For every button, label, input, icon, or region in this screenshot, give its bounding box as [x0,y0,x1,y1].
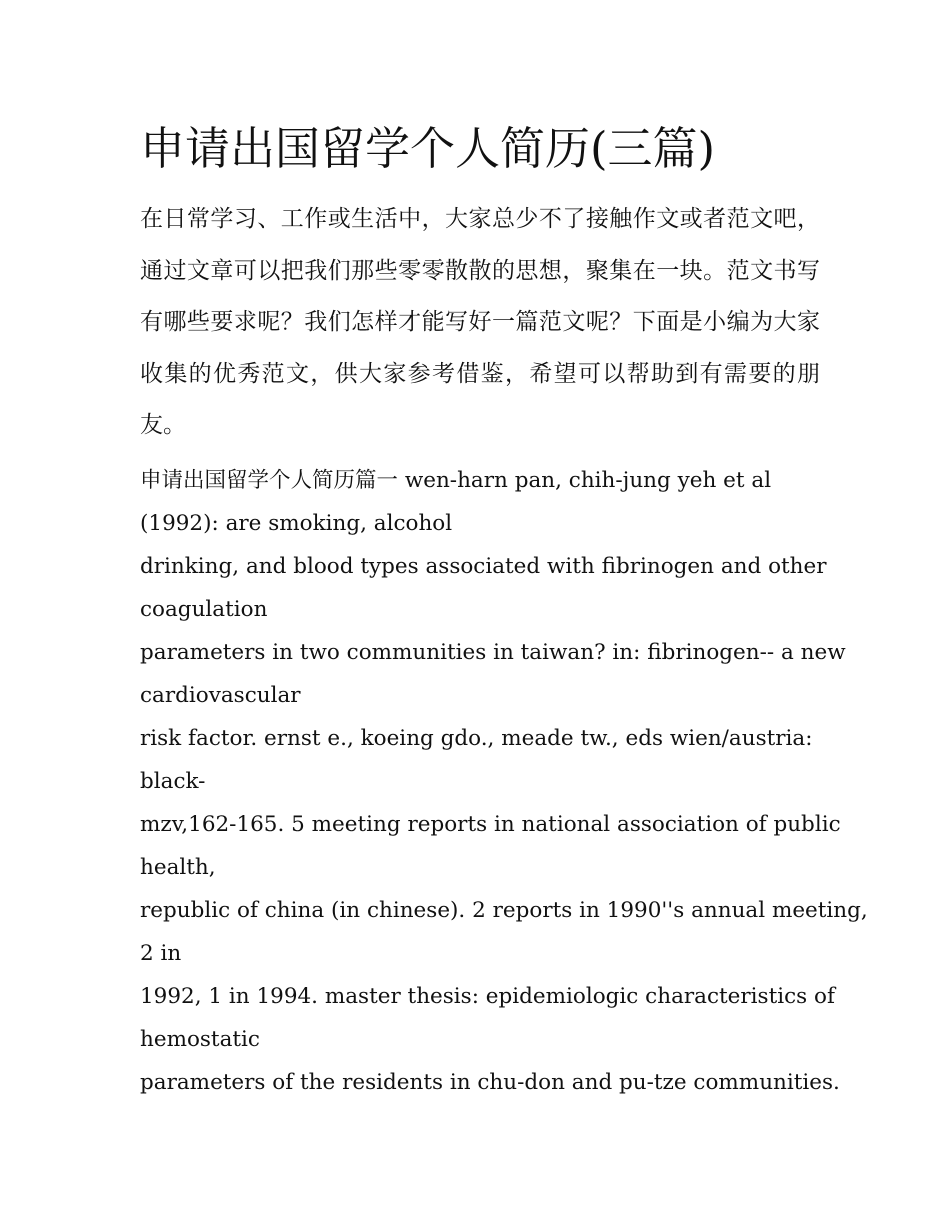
body-line: risk factor. ernst e., koeing gdo., meade tw., eds wien/austria: [140,725,813,751]
body-line: 1992, 1 in 1994. master thesis: epidemiologic characteristics of [140,983,835,1009]
body-line: 2 in [140,940,182,966]
body-line: hemostatic [140,1026,260,1052]
body-line: coagulation [140,596,268,622]
intro-paragraph: 在日常学习、工作或生活中，大家总少不了接触作文或者范文吧，通过文章可以把我们那些零零散散的思想，聚集在一块。范文书写有哪些要求呢？我们怎样才能写好一篇范文呢？下面是小编为大家收集的优秀范文，供大家参考借鉴，希望可以帮助到有需要的朋友。 [140,206,820,438]
body-line: mzv,162-165. 5 meeting reports in national association of public [140,811,841,837]
body-line: parameters of the residents in chu-don and pu-tze communities. [140,1069,840,1095]
body-line: (1992): are smoking, alcohol [140,510,453,536]
body-text [140,459,868,1104]
document-page [140,118,868,1104]
document-title: 申请出国留学个人简历(三篇) [140,122,716,175]
body-line: republic of china (in chinese). 2 reports in 1990''s annual meeting, [140,897,868,923]
body-line: parameters in two communities in taiwan? in: fibrinogen-- a new [140,639,846,665]
body-line: black- [140,768,206,794]
body-line: health, [140,854,216,880]
body-line: cardiovascular [140,682,301,708]
body-line: drinking, and blood types associated with fibrinogen and other [140,553,827,579]
body-line: 申请出国留学个人简历篇一 wen-harn pan, chih-jung yeh et al [140,467,772,493]
